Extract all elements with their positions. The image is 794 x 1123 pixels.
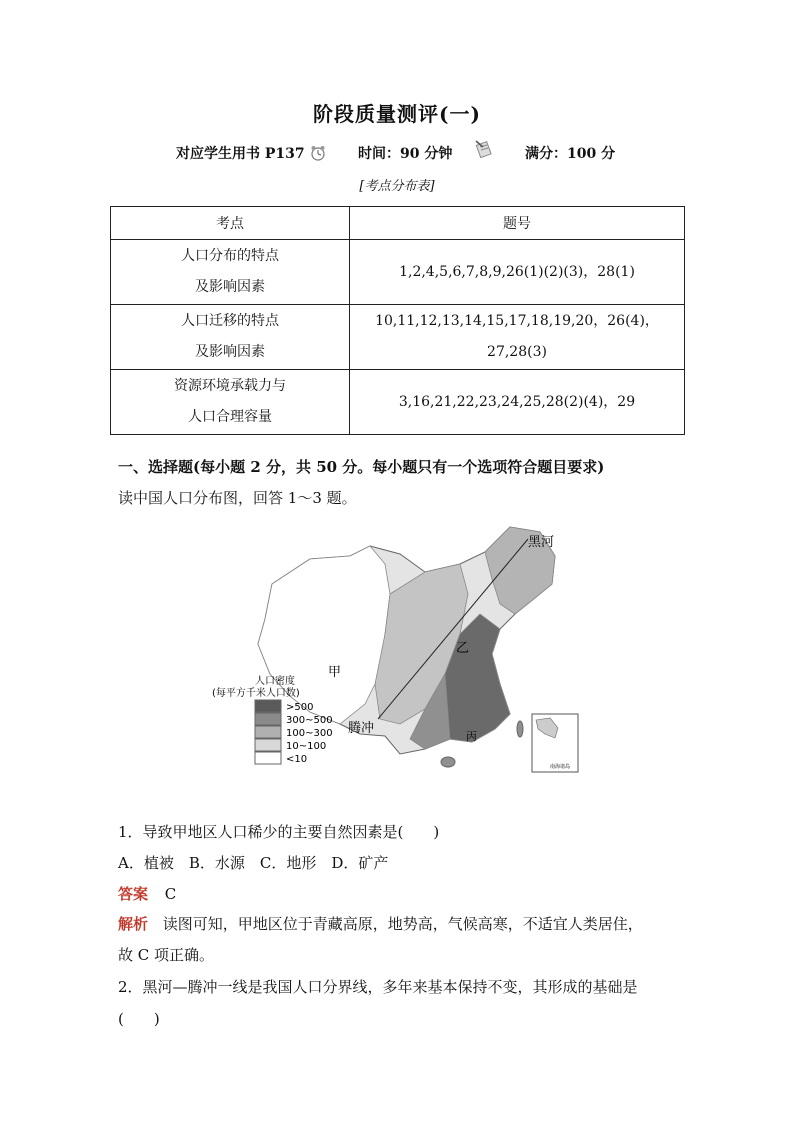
section-intro: 读中国人口分布图，回答 1～3 题。	[118, 489, 357, 507]
items-cell: 1,2,4,5,6,7,8,9,26(1)(2)(3)，28(1)	[350, 240, 685, 305]
explain-line-1: 读图可知，甲地区位于青藏高原，地势高，气候高寒，不适宜人类居住，	[162, 915, 643, 933]
legend-label: 300~500	[286, 715, 333, 726]
china-population-map	[210, 524, 586, 776]
book-reference	[176, 143, 326, 163]
label-bing: 丙	[466, 730, 477, 743]
legend-swatch	[255, 739, 281, 751]
answer-label: 答案	[118, 885, 149, 903]
topic-cell	[111, 370, 350, 435]
section-label: [考点分布表]	[359, 179, 435, 194]
q1-answer	[118, 883, 176, 904]
table-row	[111, 305, 685, 370]
header-topic: 考点	[111, 207, 350, 240]
q1-stem: 1．导致甲地区人口稀少的主要自然因素是( )	[118, 823, 440, 841]
full-score: 满分：100 分	[525, 146, 616, 162]
legend-label: 10~100	[286, 741, 327, 752]
legend-title-1: 人口密度	[255, 676, 295, 687]
label-jia: 甲	[328, 665, 342, 680]
book-reference-text: 对应学生用书 P137	[176, 146, 305, 162]
topic-line-1: 资源环境承载力与	[174, 378, 286, 394]
exam-time: 时间：90 分钟	[358, 146, 453, 162]
q2-stem-blank: ( )	[118, 1010, 160, 1028]
q2-stem: 2．黑河—腾冲一线是我国人口分界线，多年来基本保持不变，其形成的基础是	[118, 978, 638, 996]
legend-label: 100~300	[286, 728, 333, 739]
label-tengchong: 腾冲	[348, 721, 375, 736]
legend-label: <10	[286, 754, 308, 765]
page-title: 阶段质量测评(一)	[313, 102, 481, 126]
q1-explain	[118, 913, 643, 934]
header-items: 题号	[350, 207, 685, 240]
table-header-row	[111, 207, 685, 240]
map-hainan	[441, 757, 455, 767]
explain-label: 解析	[118, 915, 149, 933]
topic-cell	[111, 240, 350, 305]
pen-paper-icon	[474, 138, 494, 158]
label-yi: 乙	[456, 641, 470, 656]
legend-swatch	[255, 726, 281, 738]
items-cell: 3,16,21,22,23,24,25,28(2)(4)，29	[350, 370, 685, 435]
section-heading: 一、选择题(每小题 2 分，共 50 分。每小题只有一个选项符合题目要求)	[118, 458, 605, 476]
topic-line-2: 及影响因素	[195, 344, 265, 360]
explain-line-2: 故 C 项正确。	[118, 946, 215, 964]
legend-swatch	[255, 700, 281, 712]
label-heihe: 黑河	[528, 535, 555, 550]
clock-icon	[310, 145, 326, 161]
topic-line-2: 及影响因素	[195, 279, 265, 295]
q1-options: A．植被 B．水源 C．地形 D．矿产	[118, 854, 389, 872]
topic-cell	[111, 305, 350, 370]
items-cell: 10,11,12,13,14,15,17,18,19,20，26(4)，27,28(3)	[350, 305, 685, 370]
table-row	[111, 370, 685, 435]
legend-label: >500	[286, 702, 314, 713]
label-inset: 南海诸岛	[550, 764, 571, 770]
map-taiwan	[517, 721, 523, 737]
topic-distribution-table	[110, 206, 685, 435]
topic-line-2: 人口合理容量	[188, 409, 272, 425]
answer-value: C	[164, 885, 177, 903]
legend-title-2: (每平方千米人口数)	[212, 688, 300, 699]
topic-line-1: 人口迁移的特点	[181, 313, 279, 329]
table-row	[111, 240, 685, 305]
legend-swatch	[255, 752, 281, 764]
topic-line-1: 人口分布的特点	[181, 248, 279, 264]
legend-swatch	[255, 713, 281, 725]
